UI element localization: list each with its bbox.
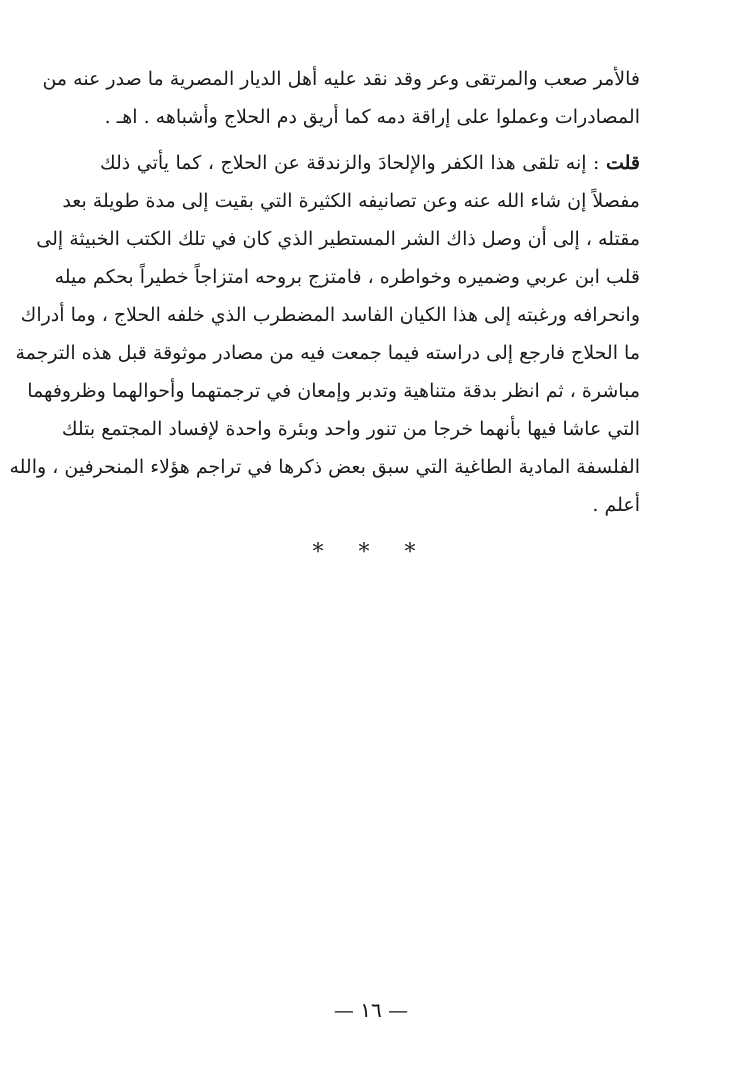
paragraph-1-line: فالأمر صعب والمرتقى وعر وقد نقد عليه أهل الديار المصرية ما صدر عنه من (42, 68, 640, 90)
paragraph-2-lead: قلت (605, 152, 640, 174)
paragraph-2-line: وانحرافه ورغبته إلى هذا الكيان الفاسد المضطرب الذي خلفه الحلاج ، وما أدراك (20, 304, 640, 326)
paragraph-2-line: قلب ابن عربي وضميره وخواطره ، فامتزج بروحه امتزاجاً خطيراً بحكم ميله (54, 266, 640, 288)
paragraph-1-line: المصادرات وعملوا على إراقة دمه كما أريق دم الحلاج وأشباهه . اهـ . (104, 106, 640, 128)
paragraph-2-line: ما الحلاج فارجع إلى دراسته فيما جمعت فيه من مصادر موثوقة قبل هذه الترجمة (15, 342, 640, 364)
paragraph-2-line (100, 144, 640, 182)
paragraph-1 (42, 60, 640, 136)
paragraph-2-line: مقتله ، إلى أن وصل ذاك الشر المستطير الذي كان في تلك الكتب الخبيثة إلى (36, 228, 640, 250)
paragraph-2 (9, 144, 640, 524)
paragraph-2-first-line-text: : إنه تلقى هذا الكفر والإلحادَ والزندقة عن الحلاج ، كما يأتي ذلك (100, 152, 606, 174)
paragraph-2-line: أعلم . (592, 494, 640, 516)
paragraph-2-line: مفصلاً إن شاء الله عنه وعن تصانيفه الكثيرة التي بقيت إلى مدة طويلة بعد (62, 190, 640, 212)
section-separator: * * * (312, 540, 430, 565)
paragraph-2-line: مباشرة ، ثم انظر بدقة متناهية وتدبر وإمعان في ترجمتهما وأحوالهما وظروفهما (27, 380, 640, 402)
paragraph-2-line: الفلسفة المادية الطاغية التي سبق بعض ذكرها في تراجم هؤلاء المنحرفين ، والله (9, 456, 640, 478)
page-number: — ١٦ — (333, 998, 409, 1022)
paragraph-2-line: التي عاشا فيها بأنهما خرجا من تنور واحد وبئرة واحدة لإفساد المجتمع بتلك (61, 418, 640, 440)
